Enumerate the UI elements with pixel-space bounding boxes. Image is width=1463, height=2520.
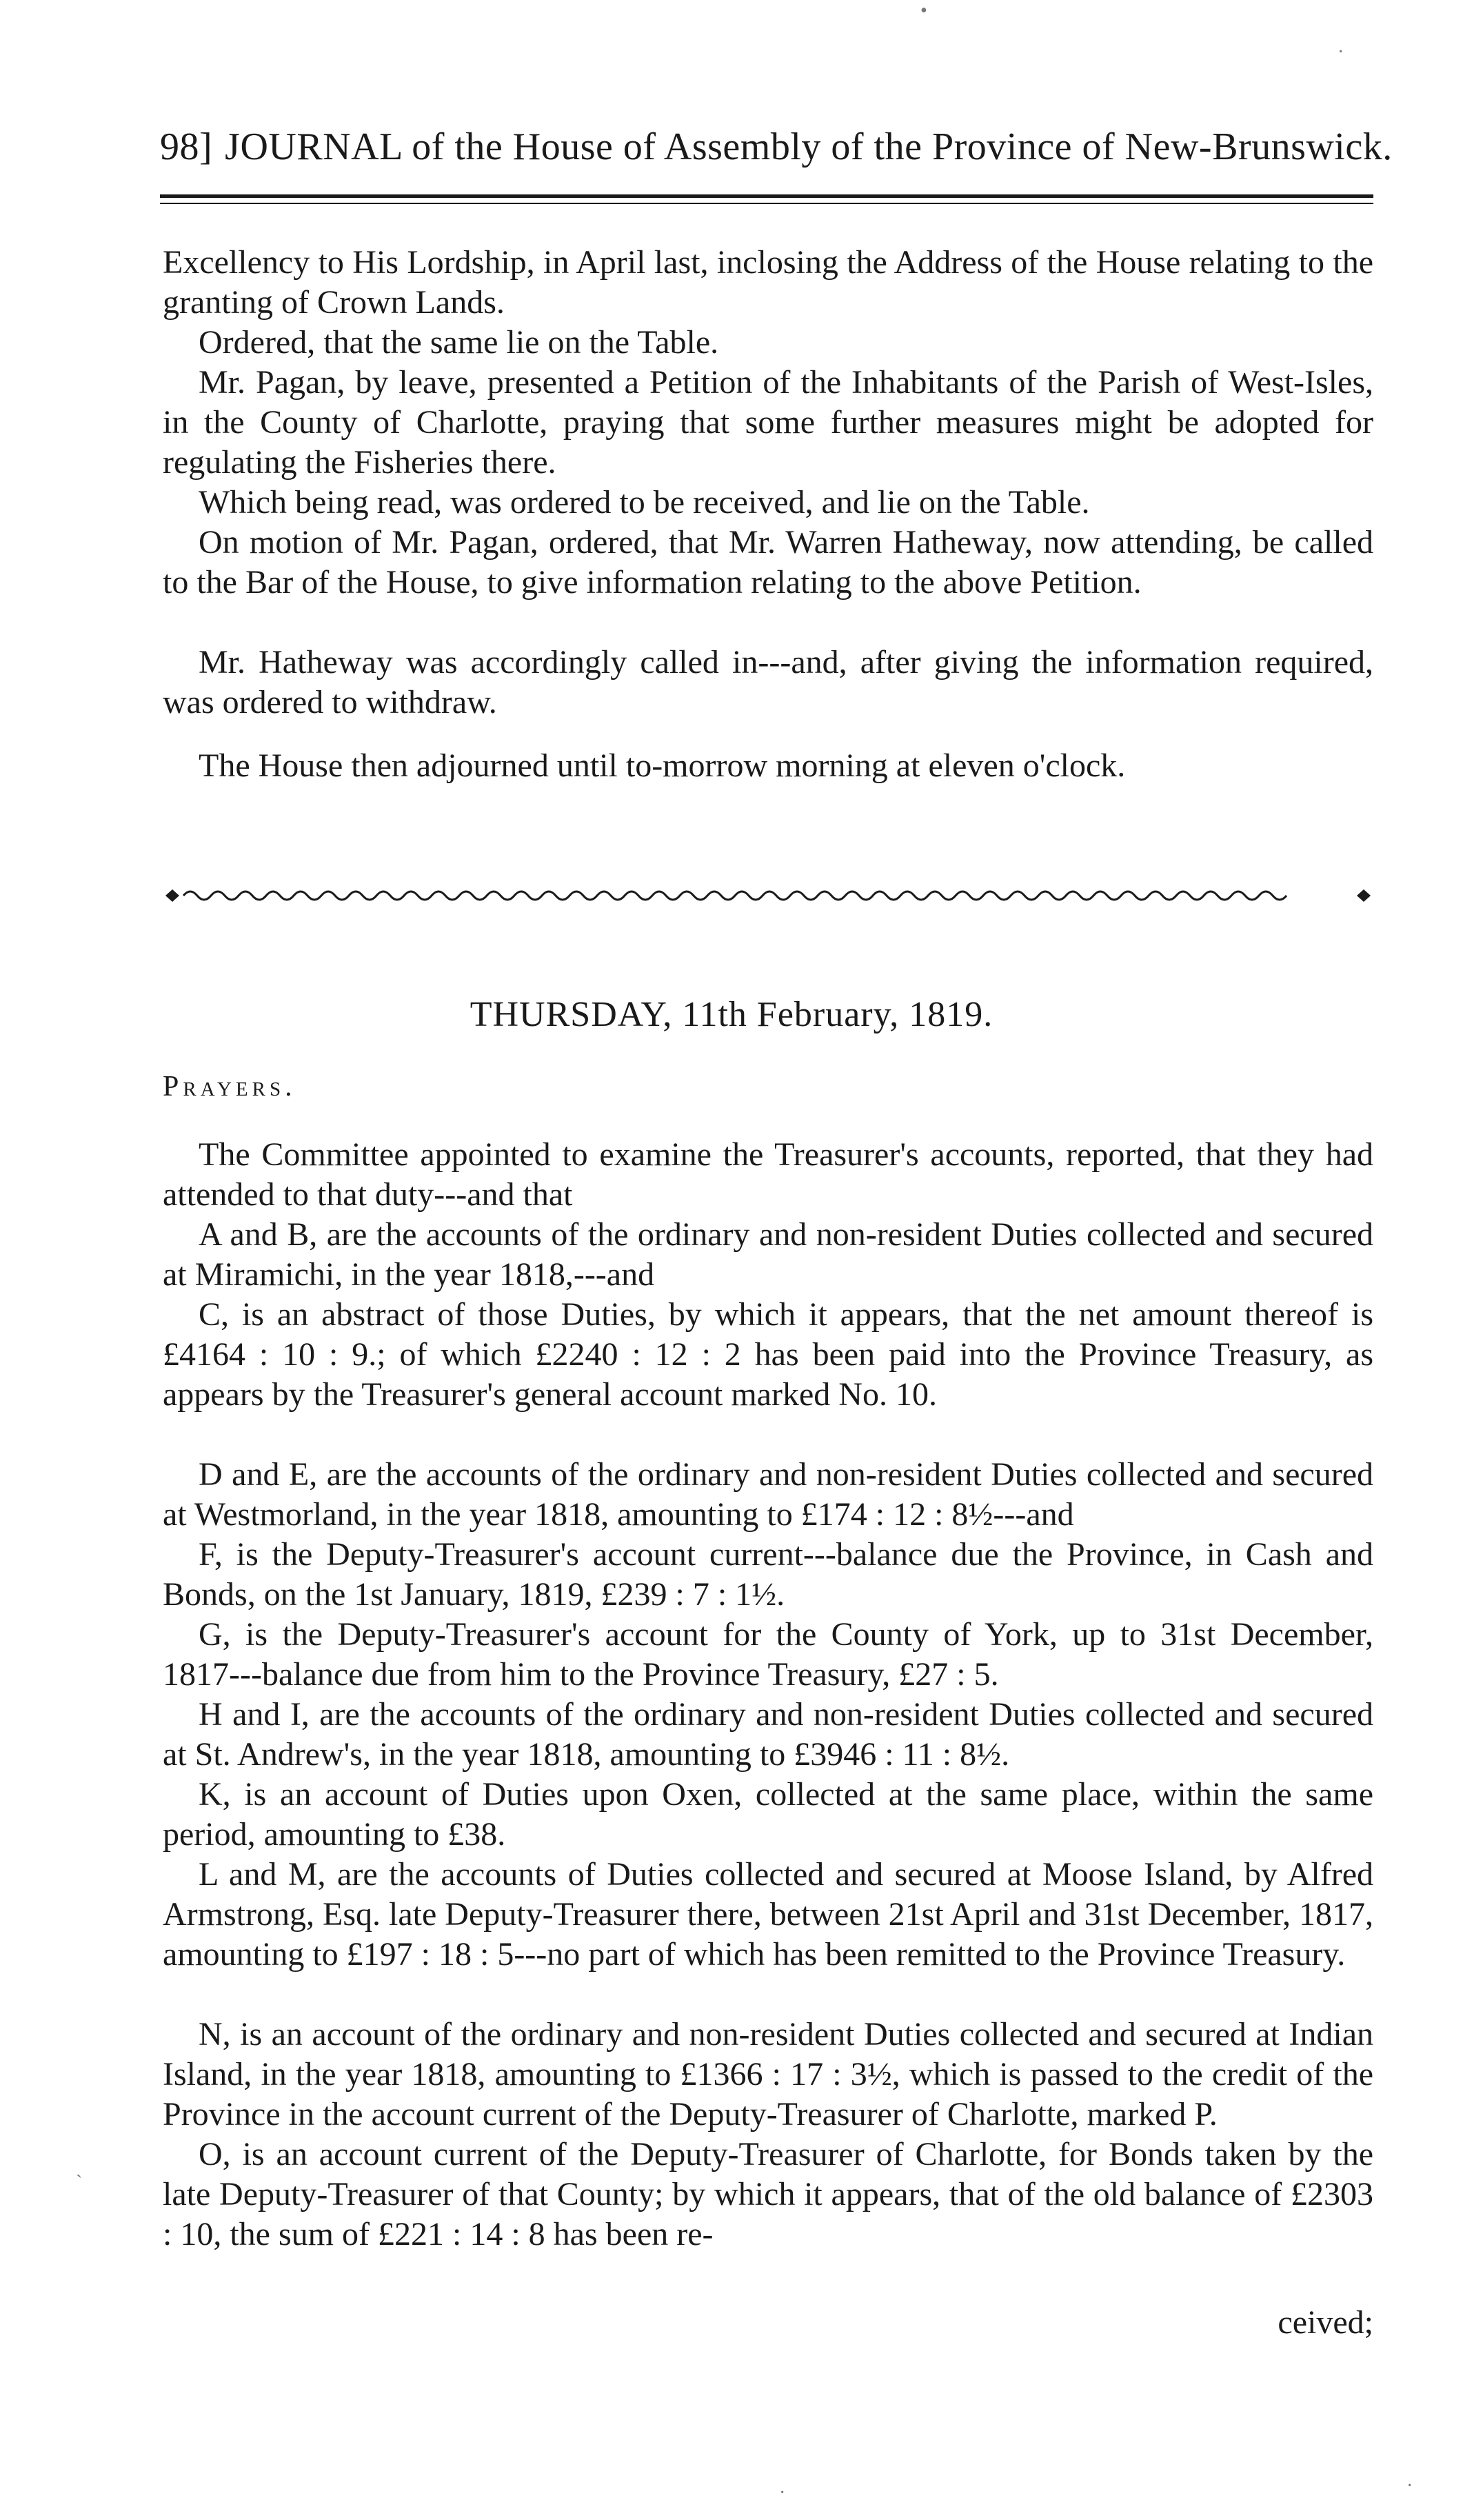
report-item-g: G, is the Deputy-Treasurer's account for the County of York, up to 31st December, 1817---balance due from him to the Province Treasury, £27 : 5. bbox=[163, 1616, 1373, 1693]
report-item-c: C, is an abstract of those Duties, by which it appears, that the net amount thereof is £4164 : 10 : 9.; of which £2240 : 12 : 2 has been paid into the Province Treasury, as appears by the Treasurer's general account marked No. 10. bbox=[163, 1296, 1373, 1413]
catchword: ceived; bbox=[1278, 2304, 1373, 2341]
day-heading: THURSDAY, 11th February, 1819. bbox=[470, 995, 993, 1034]
report-item-h-i: H and I, are the accounts of the ordinary and non-resident Duties collected and secured at St. Andrew's, in the year 1818, amounting to £3946 : 11 : 8½. bbox=[163, 1696, 1373, 1773]
paragraph-which-being-read: Which being read, was ordered to be received, and lie on the Table. bbox=[199, 484, 1090, 521]
report-item-o: O, is an account current of the Deputy-Treasurer of Charlotte, for Bonds taken by the late Deputy-Treasurer of that County; by which it appears, that of the old balance of £2303 : 10, the sum of £221 : 14 : 8 has been re- bbox=[163, 2136, 1373, 2252]
ornament-divider bbox=[163, 884, 1373, 907]
adjournment-line: The House then adjourned until to-morrow morning at eleven o'clock. bbox=[199, 747, 1126, 784]
paper-speck: ˋ bbox=[76, 2172, 83, 2193]
report-item-k: K, is an account of Duties upon Oxen, collected at the same place, within the same period, amounting to £38. bbox=[163, 1776, 1373, 1853]
header-rule bbox=[160, 194, 1373, 204]
report-item-f: F, is the Deputy-Treasurer's account current---balance due the Province, in Cash and Bonds, on the 1st January, 1819, £239 : 7 : 1½. bbox=[163, 1536, 1373, 1613]
page-number: 98] bbox=[160, 125, 213, 168]
paragraph-on-motion: On motion of Mr. Pagan, ordered, that Mr. Warren Hatheway, now attending, be called to the Bar of the House, to give information relating to the above Petition. bbox=[163, 524, 1373, 601]
paper-speck: • bbox=[920, 0, 927, 21]
report-item-l-m: L and M, are the accounts of Duties collected and secured at Moose Island, by Alfred Armstrong, Esq. late Deputy-Treasurer there, between 21st April and 31st December, 1817, amounting to £197 : 18 : 5---no part of which has been remitted to the Province Treasury. bbox=[163, 1856, 1373, 1973]
prayers-label: Prayers. bbox=[163, 1071, 296, 1102]
running-head-title: JOURNAL of the House of Assembly of the Province of New-Brunswick. bbox=[225, 125, 1393, 168]
report-item-d-e: D and E, are the accounts of the ordinary and non-resident Duties collected and secured at Westmorland, in the year 1818, amounting to £174 : 12 : 8½---and bbox=[163, 1456, 1373, 1533]
paragraph-hatheway: Mr. Hatheway was accordingly called in---and, after giving the information required, was ordered to withdraw. bbox=[163, 644, 1373, 720]
paper-speck: · bbox=[779, 2482, 786, 2503]
paragraph-excellency: Excellency to His Lordship, in April last, inclosing the Address of the House relating to the granting of Crown Lands. bbox=[163, 244, 1373, 321]
paragraph-ordered-table: Ordered, that the same lie on the Table. bbox=[199, 324, 719, 361]
report-item-a-b: A and B, are the accounts of the ordinary and non-resident Duties collected and secured at Miramichi, in the year 1818,---and bbox=[163, 1216, 1373, 1293]
paper-speck: · bbox=[1338, 41, 1344, 63]
paragraph-pagan-petition: Mr. Pagan, by leave, presented a Petition of the Inhabitants of the Parish of West-Isles, in the County of Charlotte, praying that some further measures might be adopted for regulating the Fisheries there. bbox=[163, 364, 1373, 481]
report-intro: The Committee appointed to examine the Treasurer's accounts, reported, that they had attended to that duty---and that bbox=[163, 1136, 1373, 1213]
report-item-n: N, is an account of the ordinary and non-resident Duties collected and secured at Indian Island, in the year 1818, amounting to £1366 : 17 : 3½, which is passed to the credit of the Province in the account current of the Deputy-Treasurer of Charlotte, marked P. bbox=[163, 2016, 1373, 2133]
paper-speck: · bbox=[1406, 2475, 1413, 2497]
running-head bbox=[160, 123, 1393, 171]
